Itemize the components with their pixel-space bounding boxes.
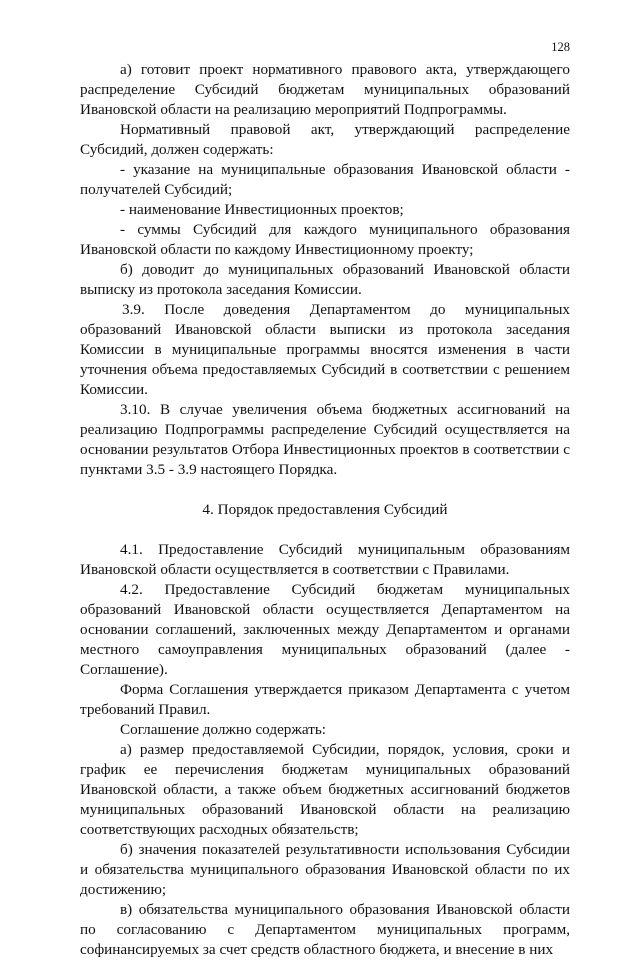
section-heading: 4. Порядок предоставления Субсидий	[202, 501, 448, 518]
paragraph-4-1: 4.1. Предоставление Субсидий муниципальным образованиям Ивановской области осуществляется в соответствии с Правилами.	[80, 541, 570, 578]
page-number: 128	[551, 40, 570, 54]
paragraph-b-protocol-extract: б) доводит до муниципальных образований Ивановской области выписку из протокола заседания Комиссии.	[80, 261, 570, 298]
document-body	[80, 60, 570, 960]
spacer	[80, 480, 570, 500]
paragraph-4-2: 4.2. Предоставление Субсидий бюджетам муниципальных образований Ивановской области осуществляется Департаментом на основании соглашений, заключенных между Департаментом и органами местного самоуправления муниципальных образований (далее - Соглашение).	[80, 581, 570, 678]
paragraph-v-obligations: в) обязательства муниципального образования Ивановской области по согласованию с Департаментом муниципальных программ, софинансируемых за счет средств областного бюджета, и внесение в них	[80, 901, 570, 958]
list-item-project-names: - наименование Инвестиционных проектов;	[120, 201, 404, 218]
paragraph-a-prepare-act: а) готовит проект нормативного правового акта, утверждающего распределение Субсидий бюджетам муниципальных образований Ивановской области на реализацию мероприятий Подпрограммы.	[80, 61, 570, 118]
paragraph-a-subsidy-size: а) размер предоставляемой Субсидии, порядок, условия, сроки и график ее перечисления бюджетам муниципальных образований Ивановской области, а также объем бюджетных ассигнований бюджетов муниципальных образований Ивановской области на реализацию соответствующих расходных обязательств;	[80, 741, 570, 838]
list-item-subsidy-amounts: - суммы Субсидий для каждого муниципального образования Ивановской области по каждому Инвестиционному проекту;	[80, 221, 570, 258]
paragraph-3-10: 3.10. В случае увеличения объема бюджетных ассигнований на реализацию Подпрограммы распределение Субсидий осуществляется на основании результатов Отбора Инвестиционных проектов в соответствии с пунктами 3.5 - 3.9 настоящего Порядка.	[80, 401, 570, 478]
paragraph-agreement-form: Форма Соглашения утверждается приказом Департамента с учетом требований Правил.	[80, 681, 570, 718]
paragraph-agreement-contents: Соглашение должно содержать:	[120, 721, 327, 738]
paragraph-act-contents: Нормативный правовой акт, утверждающий распределение Субсидий, должен содержать:	[80, 121, 570, 158]
list-item-recipients: - указание на муниципальные образования Ивановской области - получателей Субсидий;	[80, 161, 570, 198]
paragraph-b-indicators: б) значения показателей результативности использования Субсидии и обязательства муниципального образования Ивановской области по их достижению;	[80, 841, 570, 898]
spacer	[80, 520, 570, 540]
paragraph-3-9: 3.9. После доведения Департаментом до муниципальных образований Ивановской области выписки из протокола заседания Комиссии в муниципальные программы вносятся изменения в части уточнения объема предоставляемых Субсидий в соответствии с решением Комиссии.	[80, 301, 570, 398]
